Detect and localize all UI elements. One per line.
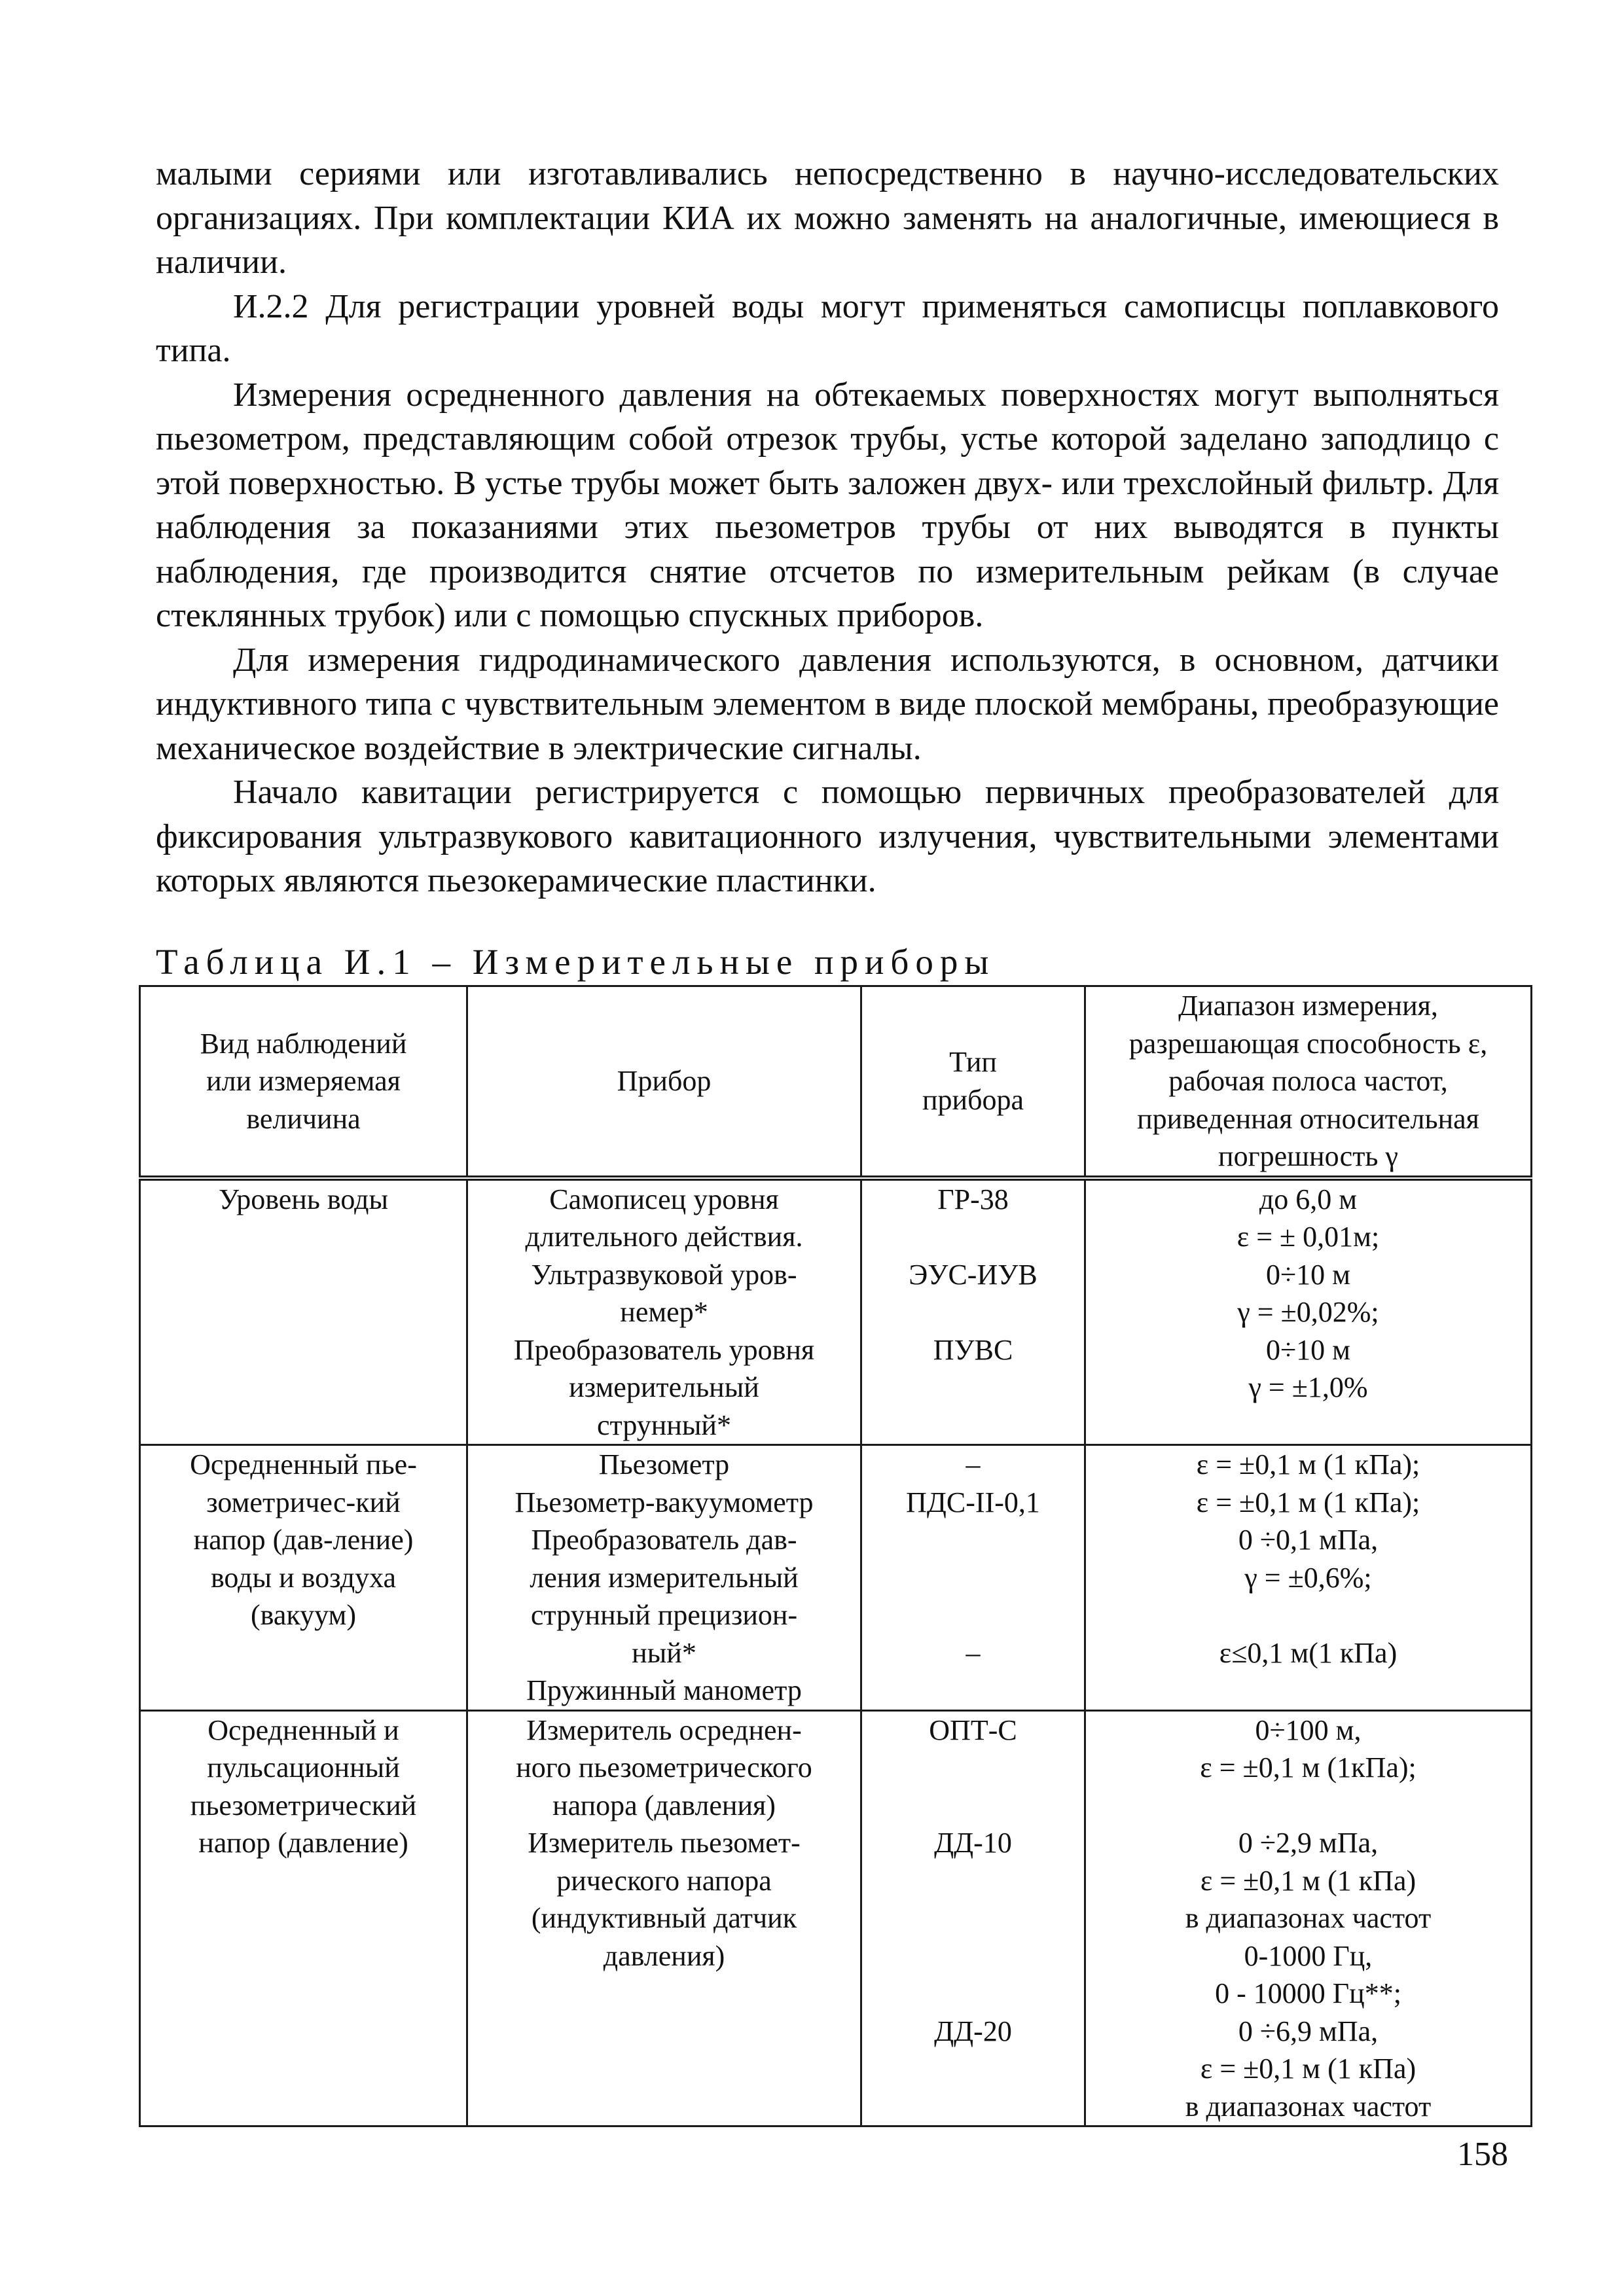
cell-range (1085, 1445, 1532, 1711)
cell-instrument (467, 1178, 861, 1445)
cell-line: ЭУС-ИУВ (909, 1258, 1038, 1291)
cell-line: 0-1000 Гц, (1244, 1939, 1373, 1972)
cell-line: немер* (620, 1296, 708, 1328)
cell-line: Пьезометр-вакуумометр (514, 1486, 814, 1518)
instruments-table (139, 985, 1532, 2127)
cell-line: Осредненный пье- (190, 1448, 417, 1480)
cell-line: ε = ±0,1 м (1 кПа) (1200, 1864, 1416, 1897)
cell-line: Прибор (617, 1065, 712, 1097)
header-range (1085, 986, 1532, 1178)
cell-instrument (467, 1445, 861, 1711)
cell-line: ПДС-II-0,1 (906, 1486, 1040, 1518)
cell-line (870, 1862, 1076, 1900)
cell-line: воды и воздуха (210, 1561, 397, 1594)
cell-line: ный* (632, 1636, 696, 1669)
cell-line: напор (давление) (198, 1827, 408, 1859)
cell-line (870, 1559, 1076, 1597)
cell-line: напора (давления) (552, 1789, 776, 1821)
cell-line: Осредненный и (208, 1713, 399, 1746)
cell-line (1094, 1596, 1523, 1634)
cell-line: ДД-10 (934, 1827, 1012, 1859)
cell-line: или измеряемая (206, 1065, 401, 1097)
table-header-row (140, 986, 1532, 1178)
cell-line: 0÷10 м (1266, 1333, 1350, 1366)
cell-line: рического напора (556, 1864, 772, 1897)
cell-line: Измеритель осреднен- (526, 1713, 802, 1746)
cell-range (1085, 1178, 1532, 1445)
cell-line: давления) (603, 1939, 725, 1972)
cell-line: длительного действия. (525, 1221, 803, 1253)
header-observation (140, 986, 467, 1178)
cell-line: ПУВС (933, 1333, 1013, 1366)
cell-line: Тип (949, 1046, 997, 1079)
cell-line: 0÷10 м (1266, 1258, 1350, 1291)
table-row (140, 1178, 1532, 1445)
cell-line: Измеритель пьезомет- (528, 1827, 801, 1859)
header-type (861, 986, 1085, 1178)
cell-line: 0 ÷2,9 мПа, (1238, 1827, 1379, 1859)
cell-line: в диапазонах частот (1185, 1902, 1432, 1934)
cell-line: (индуктивный датчик (531, 1902, 797, 1934)
cell-line (870, 1787, 1076, 1825)
cell-line: разрешающая способность ε, (1128, 1027, 1488, 1060)
cell-line: Диапазон измерения, (1178, 990, 1438, 1022)
cell-line: ГР-38 (937, 1183, 1009, 1215)
paragraph: малыми сериями или изготавливались непосредственно в научно-исследовательских организациях. При комплектации КИА их можно заменять на аналогичные, имеющиеся в наличии. (156, 155, 1499, 281)
cell-line: до 6,0 м (1259, 1183, 1358, 1215)
cell-instrument (467, 1710, 861, 2126)
cell-observation (140, 1710, 467, 2126)
cell-line: Пьезометр (598, 1448, 730, 1480)
cell-line (870, 1521, 1076, 1559)
cell-line: измерительный (569, 1371, 759, 1403)
cell-line: 0 ÷6,9 мПа, (1238, 2015, 1379, 2047)
body-text (156, 152, 1499, 903)
cell-line: 0÷100 м, (1255, 1713, 1362, 1746)
cell-line: γ = ±1,0% (1248, 1371, 1368, 1403)
cell-line: напор (дав-ление) (193, 1524, 414, 1556)
cell-line: – (965, 1448, 981, 1480)
cell-line: Пружинный манометр (526, 1674, 802, 1706)
cell-line: ного пьезометрического (516, 1751, 812, 1784)
cell-line: струнный прецизион- (530, 1599, 798, 1631)
cell-line: приведенная относительная (1137, 1102, 1479, 1135)
cell-observation (140, 1178, 467, 1445)
paragraph: И.2.2 Для регистрации уровней воды могут применяться самописцы поплавкового типа. (156, 287, 1499, 369)
cell-line (870, 1293, 1076, 1331)
cell-line: пьезометрический (190, 1789, 417, 1821)
cell-line: струнный* (597, 1408, 731, 1441)
paragraph: Для измерения гидродинамического давления используются, в основном, датчики индуктивного типа с чувствительным элементом в виде плоской мембраны, преобразующие механическое воздействие в электрические сигналы. (156, 641, 1499, 767)
cell-line: Вид наблюдений (200, 1027, 407, 1060)
cell-line: γ = ±0,6%; (1244, 1561, 1372, 1594)
cell-line: зометричес-кий (206, 1486, 401, 1518)
cell-type (861, 1178, 1085, 1445)
cell-line: ε = ±0,1 м (1кПа); (1200, 1751, 1416, 1784)
cell-range (1085, 1710, 1532, 2126)
cell-line: Преобразователь дав- (531, 1524, 797, 1556)
cell-type (861, 1710, 1085, 2126)
cell-line: Ультразвуковой уров- (531, 1258, 797, 1291)
cell-line (870, 1596, 1076, 1634)
cell-line: Уровень воды (218, 1183, 389, 1215)
cell-line: ε = ±0,1 м (1 кПа) (1200, 2053, 1416, 2085)
table-row (140, 1710, 1532, 2126)
cell-line: ления измерительный (530, 1561, 799, 1594)
cell-observation (140, 1445, 467, 1711)
cell-line (870, 1899, 1076, 1937)
table-row (140, 1445, 1532, 1711)
cell-line: Самописец уровня (549, 1183, 779, 1215)
cell-line: рабочая полоса частот, (1168, 1065, 1448, 1097)
cell-type (861, 1445, 1085, 1711)
cell-line (870, 1937, 1076, 1975)
cell-line (1094, 1787, 1523, 1825)
cell-line: ДД-20 (934, 2015, 1012, 2047)
cell-line: 0 - 10000 Гц**; (1215, 1977, 1401, 2009)
cell-line (870, 1749, 1076, 1787)
cell-line: ε = ± 0,01м; (1236, 1221, 1380, 1253)
cell-line: ОПТ-С (929, 1713, 1017, 1746)
table-caption: Таблица И.1 – Измерительные приборы (156, 942, 996, 982)
cell-line: величина (246, 1102, 361, 1135)
cell-line: ε≤0,1 м(1 кПа) (1219, 1636, 1398, 1669)
cell-line: ε = ±0,1 м (1 кПа); (1196, 1486, 1420, 1518)
paragraph: Начало кавитации регистрируется с помощью первичных преобразователей для фиксирования ультразвукового кавитационного излучения, чувствительными элементами которых являются пьезокерамические пластинки. (156, 774, 1499, 899)
cell-line: 0 ÷0,1 мПа, (1238, 1524, 1379, 1556)
cell-line: прибора (922, 1083, 1024, 1116)
cell-line: пульсационный (207, 1751, 400, 1784)
cell-line (870, 1975, 1076, 2013)
page-number: 158 (1457, 2136, 1508, 2173)
cell-line: γ = ±0,02%; (1237, 1296, 1379, 1328)
cell-line: (вакуум) (250, 1599, 357, 1631)
header-instrument (467, 986, 861, 1178)
cell-line: Преобразователь уровня (513, 1333, 815, 1366)
cell-line: ε = ±0,1 м (1 кПа); (1196, 1448, 1420, 1480)
cell-line: в диапазонах частот (1185, 2090, 1432, 2123)
paragraph: Измерения осредненного давления на обтекаемых поверхностях могут выполняться пьезометром, представляющим собой отрезок трубы, устье которой заделано заподлицо с этой поверхностью. В устье трубы может быть заложен двух- или трехслойный фильтр. Для наблюдения за показаниями этих пьезометров трубы от них выводятся в пункты наблюдения, где производится снятие отсчетов по измерительным рейкам (в случае стеклянных трубок) или с помощью спускных приборов. (156, 376, 1499, 634)
cell-line (870, 1218, 1076, 1256)
cell-line: – (965, 1636, 981, 1669)
cell-line: погрешность γ (1218, 1140, 1398, 1172)
